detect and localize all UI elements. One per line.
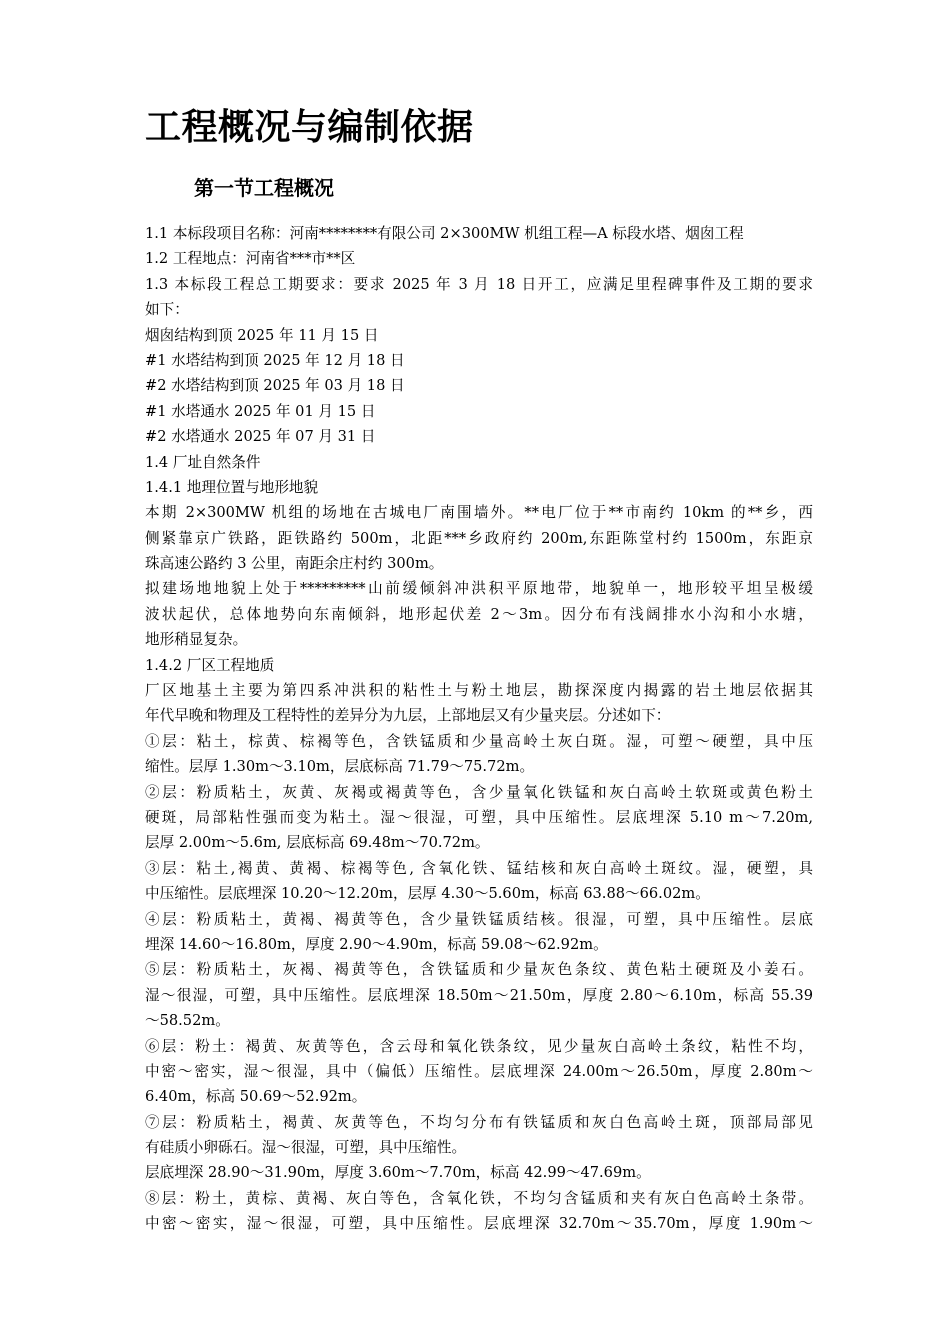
text-line: ④层：粉质粘土，黄褐、褐黄等色，含少量铁锰质结核。很湿，可塑，具中压缩性。层底 (145, 910, 813, 928)
text-line: 1.3 本标段工程总工期要求：要求 2025 年 3 月 18 日开工，应满足里程碑事件及工期的要求 (145, 275, 813, 293)
text-line: ⑦层：粉质粘土，褐黄、灰黄等色，不均匀分布有铁锰质和灰白色高岭土斑，顶部局部见 (145, 1113, 813, 1131)
text-line: #1 水塔通水 2025 年 01 月 15 日 (145, 402, 376, 420)
text-line: 埋深 14.60～16.80m，厚度 2.90～4.90m，标高 59.08～62.92m。 (145, 935, 608, 953)
text-line: ⑤层：粉质粘土，灰褐、褐黄等色，含铁锰质和少量灰色条纹、黄色粘土硬斑及小姜石。 (145, 961, 813, 979)
text-line: 中密～密实，湿～很湿，可塑，具中压缩性。层底埋深 32.70m～35.70m，厚度 1.90m～ (145, 1215, 813, 1233)
section-title: 第一节工程概况 (194, 176, 334, 200)
text-line: 中密～密实，湿～很湿，具中（偏低）压缩性。层底埋深 24.00m～26.50m，厚度 2.80m～ (145, 1062, 813, 1080)
text-line: #1 水塔结构到顶 2025 年 12 月 18 日 (145, 351, 405, 369)
text-line: 1.2 工程地点：河南省***市**区 (145, 250, 356, 268)
text-line: 1.1 本标段项目名称：河南********有限公司 2×300MW 机组工程—A 标段水塔、烟囱工程 (145, 225, 744, 242)
text-line: 本期 2×300MW 机组的场地在古城电厂南围墙外。**电厂位于**市南约 10km 的**乡，西 (145, 504, 813, 522)
text-line: 珠高速公路约 3 公里，南距余庄村约 300m。 (145, 555, 444, 573)
text-line: 拟建场地地貌上处于*********山前缓倾斜冲洪积平原地带，地貌单一，地形较平坦呈极缓 (145, 580, 813, 598)
text-line: 1.4 厂址自然条件 (145, 453, 261, 471)
text-line: 1.4.2 厂区工程地质 (145, 656, 275, 674)
text-line: 厂区地基土主要为第四系冲洪积的粘性土与粉土地层，勘探深度内揭露的岩土地层依据其 (145, 682, 813, 700)
text-line: 1.4.1 地理位置与地形地貌 (145, 478, 319, 496)
text-line: ①层：粘土，棕黄、棕褐等色，含铁锰质和少量高岭土灰白斑。湿，可塑～硬塑，具中压 (145, 732, 813, 750)
text-line: 缩性。层厚 1.30m～3.10m，层底标高 71.79～75.72m。 (145, 758, 535, 776)
text-line: ～58.52m。 (145, 1012, 230, 1030)
text-line: ②层：粉质粘土，灰黄、灰褐或褐黄等色，含少量氧化铁锰和灰白高岭土软斑或黄色粉土 (145, 783, 813, 801)
text-line: 中压缩性。层底埋深 10.20～12.20m，层厚 4.30～5.60m，标高 63.88～66.02m。 (145, 885, 710, 903)
text-line: 6.40m，标高 50.69～52.92m。 (145, 1088, 367, 1106)
text-line: #2 水塔结构到顶 2025 年 03 月 18 日 (145, 377, 405, 395)
text-line: #2 水塔通水 2025 年 07 月 31 日 (145, 428, 376, 446)
text-line: ⑧层：粉土，黄棕、黄褐、灰白等色，含氧化铁，不均匀含锰质和夹有灰白色高岭土条带。 (145, 1189, 813, 1207)
text-line: 侧紧靠京广铁路，距铁路约 500m，北距***乡政府约 200m,东距陈堂村约 1500m，东距京 (145, 529, 813, 547)
document-title: 工程概况与编制依据 (145, 107, 474, 148)
text-line: 硬斑，局部粘性强而变为粘土。湿～很湿，可塑，具中压缩性。层底埋深 5.10 m～7.20m, (145, 808, 813, 826)
text-line: 层底埋深 28.90～31.90m，厚度 3.60m～7.70m，标高 42.99～47.69m。 (145, 1164, 651, 1182)
text-line: 波状起伏，总体地势向东南倾斜，地形起伏差 2～3m。因分布有浅阔排水小沟和小水塘， (145, 605, 813, 623)
text-line: 烟囱结构到顶 2025 年 11 月 15 日 (145, 326, 379, 344)
body-text (145, 221, 813, 1237)
text-line: ③层：粘土,褐黄、黄褐、棕褐等色, 含氧化铁、锰结核和灰白高岭土斑纹。湿，硬塑，具 (145, 859, 813, 877)
text-line: 有硅质小卵砾石。湿～很湿，可塑，具中压缩性。 (145, 1139, 467, 1157)
text-line: 湿～很湿，可塑，具中压缩性。层底埋深 18.50m～21.50m，厚度 2.80～6.10m，标高 55.39 (145, 986, 813, 1004)
text-line: 层厚 2.00m～5.6m, 层底标高 69.48m～70.72m。 (145, 834, 490, 852)
text-line: ⑥层：粉土：褐黄、灰黄等色，含云母和氧化铁条纹，见少量灰白高岭土条纹，粘性不均， (145, 1037, 813, 1055)
text-line: 地形稍显复杂。 (145, 631, 248, 649)
text-line: 如下： (145, 301, 189, 319)
text-line: 年代早晚和物理及工程特性的差异分为九层，上部地层又有少量夹层。分述如下： (145, 707, 671, 725)
